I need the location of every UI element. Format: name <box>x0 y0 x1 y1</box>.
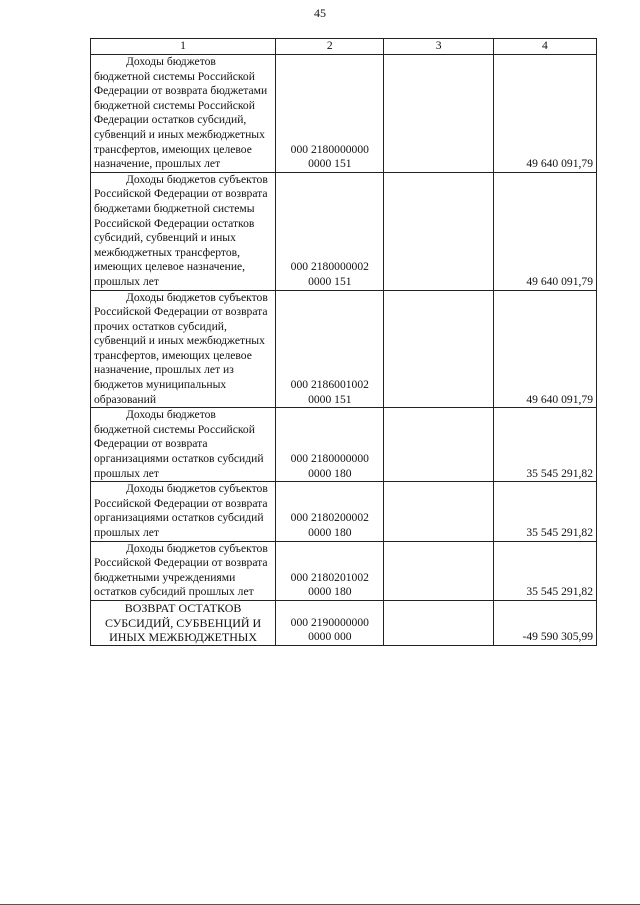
row-col3 <box>384 541 493 600</box>
table-row <box>91 541 597 600</box>
row-description: Доходы бюджетов субъектов Российской Федерации от возврата бюджетами бюджетной системы Российской Федерации остатков субсидий, субвенций и иных межбюджетных трансфертов, имеющих целевое назначение, прошлых лет <box>91 172 276 290</box>
column-header-1: 1 <box>91 39 276 55</box>
row-col3 <box>384 172 493 290</box>
table-row <box>91 600 597 645</box>
column-header-2: 2 <box>276 39 384 55</box>
row-description: Доходы бюджетов бюджетной системы Российской Федерации от возврата бюджетами бюджетной системы Российской Федерации остатков субсидий, субвенций и иных межбюджетных трансфертов, имеющих целевое назначение, прошлых лет <box>91 55 276 173</box>
row-amount: 35 545 291,82 <box>493 482 596 541</box>
row-col3 <box>384 600 493 645</box>
row-code: 000 2180201002 0000 180 <box>276 541 384 600</box>
page-number: 45 <box>314 6 326 20</box>
row-code: 000 2180000000 0000 180 <box>276 408 384 482</box>
budget-table <box>90 38 597 646</box>
row-amount: -49 590 305,99 <box>493 600 596 645</box>
column-header-4: 4 <box>493 39 596 55</box>
row-col3 <box>384 408 493 482</box>
table-row <box>91 290 597 408</box>
row-amount: 35 545 291,82 <box>493 541 596 600</box>
row-amount: 49 640 091,79 <box>493 172 596 290</box>
table-header-row <box>91 39 597 55</box>
row-amount: 35 545 291,82 <box>493 408 596 482</box>
column-header-3: 3 <box>384 39 493 55</box>
row-col3 <box>384 55 493 173</box>
table-row <box>91 172 597 290</box>
row-description: Доходы бюджетов субъектов Российской Федерации от возврата прочих остатков субсидий, субвенций и иных межбюджетных трансфертов, имеющих целевое назначение, прошлых лет из бюджетов муниципальных образований <box>91 290 276 408</box>
row-amount: 49 640 091,79 <box>493 55 596 173</box>
table-row <box>91 408 597 482</box>
row-description: Доходы бюджетов субъектов Российской Федерации от возврата бюджетными учреждениями остатков субсидий прошлых лет <box>91 541 276 600</box>
row-description: Доходы бюджетов субъектов Российской Федерации от возврата организациями остатков субсидий прошлых лет <box>91 482 276 541</box>
row-col3 <box>384 290 493 408</box>
row-description: Доходы бюджетов бюджетной системы Российской Федерации от возврата организациями остатков субсидий прошлых лет <box>91 408 276 482</box>
row-code: 000 2186001002 0000 151 <box>276 290 384 408</box>
row-col3 <box>384 482 493 541</box>
row-code: 000 2190000000 0000 000 <box>276 600 384 645</box>
row-code: 000 2180000000 0000 151 <box>276 55 384 173</box>
row-code: 000 2180200002 0000 180 <box>276 482 384 541</box>
row-amount: 49 640 091,79 <box>493 290 596 408</box>
row-description: ВОЗВРАТ ОСТАТКОВ СУБСИДИЙ, СУБВЕНЦИЙ И ИНЫХ МЕЖБЮДЖЕТНЫХ <box>91 600 276 645</box>
table-row <box>91 482 597 541</box>
row-code: 000 2180000002 0000 151 <box>276 172 384 290</box>
table-row <box>91 55 597 173</box>
